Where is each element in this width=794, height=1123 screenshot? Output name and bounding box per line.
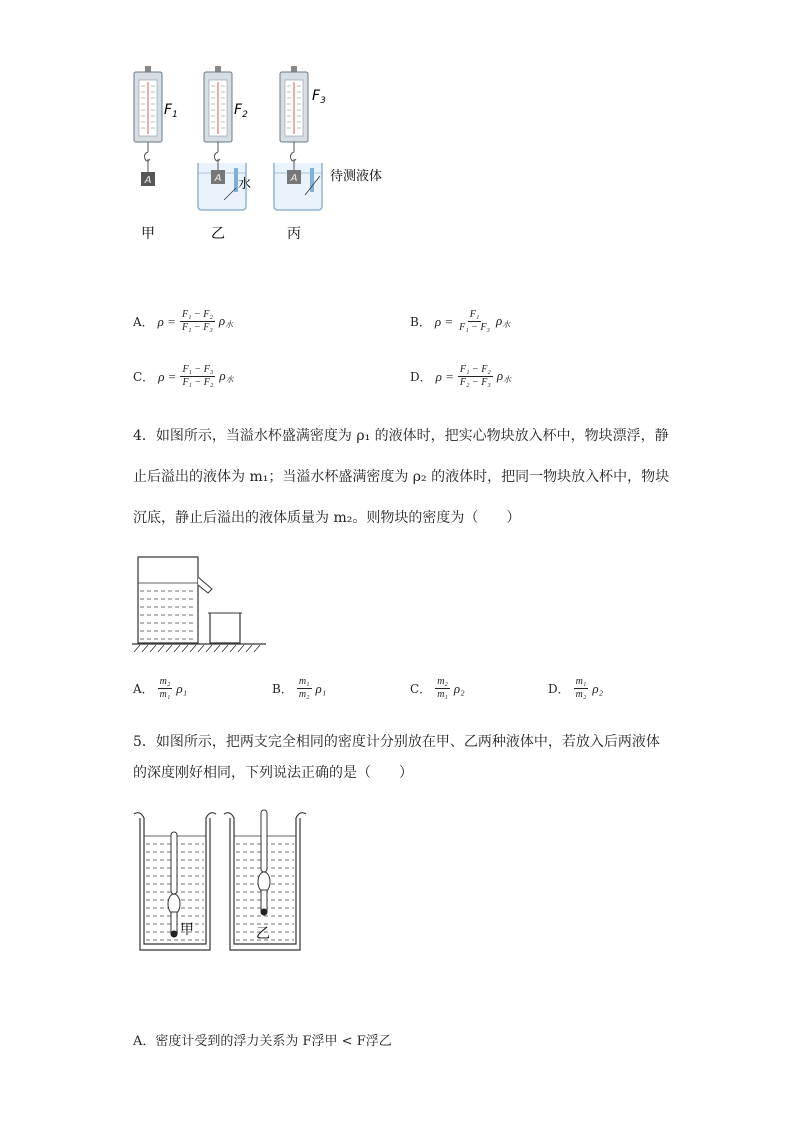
q3-option-d[interactable]: D． ρ = $\frac{\text{F₁ − F₂}}{\text{F₂ − F₃}}$ $\rho_水$ [410, 364, 512, 388]
q3-option-a-fraction: $\frac{\text{F₁ − F₂}}{\text{F₁ − F₃}}$ [181, 309, 213, 333]
q5-line-1: 5．如图所示，把两支完全相同的密度计分别放在甲、乙两种液体中，若放入后两液体 [133, 734, 660, 750]
q3-option-b-fraction: $\frac{\text{F₁}}{\text{F₁ − F₃}}$ [459, 309, 491, 333]
hydrometer-left [168, 832, 180, 938]
q4-option-c[interactable]: C． $\frac{\text{m₂}}{\text{m₁}}$ ρ₂ [410, 676, 465, 700]
water-label: 水 [238, 177, 252, 192]
spring-scale-figure [120, 60, 420, 250]
overflow-cup-figure [130, 555, 270, 660]
q4-line-2: 止后溢出的液体为 m₁；当溢水杯盛满密度为 ρ₂ 的液体时，把同一物块放入杯中，物块 [133, 469, 670, 485]
q3-option-d-fraction: $\frac{\text{F₁ − F₂}}{\text{F₂ − F₃}}$ [459, 364, 491, 388]
label-yi: 乙 [256, 926, 270, 942]
q4-line-1: 4．如图所示，当溢水杯盛满密度为 ρ₁ 的液体时，把实心物块放入杯中，物块漂浮，静 [133, 428, 669, 444]
hydrometer-figure [130, 808, 310, 958]
q5-line-2: 的深度刚好相同，下列说法正确的是（ ） [133, 765, 413, 781]
f3-label: $F_3$ [312, 88, 326, 106]
q3-option-c[interactable]: C． ρ = $\frac{\text{F₁ − F₃}}{\text{F₁ − F₂}}$ $\rho_水$ [133, 364, 234, 388]
label-jia: 甲 [180, 922, 194, 938]
liquid-label: 待测液体 [330, 169, 383, 184]
f2-label: $F_2$ [234, 102, 248, 120]
q3-option-a[interactable]: A． ρ = $\frac{\text{F₁ − F₂}}{\text{F₁ − F₃}}$ $\rho_水$ [133, 309, 234, 333]
q4-line-3: 沉底，静止后溢出的液体质量为 m₂。则物块的密度为（ ） [133, 510, 521, 526]
q3-option-b[interactable]: B． ρ = $\frac{\text{F₁}}{\text{F₁ − F₃}}$ $\rho_水$ [410, 309, 511, 333]
spring-scale-2-icon [204, 66, 232, 161]
svg-text:A: A [214, 173, 222, 184]
block-label: A [144, 175, 152, 186]
spring-scale-1-icon [134, 66, 162, 161]
q3-option-c-fraction: $\frac{\text{F₁ − F₃}}{\text{F₁ − F₂}}$ [182, 364, 214, 388]
caption-jia: 甲 [141, 226, 155, 242]
f1-label: $F_1$ [164, 102, 178, 120]
svg-text:A: A [290, 173, 298, 184]
q4-option-b[interactable]: B． $\frac{\text{m₁}}{\text{m₂}}$ ρ₁ [272, 676, 327, 700]
q5-option-a[interactable]: A．密度计受到的浮力关系为 F浮甲 < F浮乙 [133, 1034, 392, 1049]
caption-bing: 丙 [287, 226, 301, 242]
caption-yi: 乙 [211, 226, 225, 242]
spring-scale-3-icon [280, 66, 308, 161]
q4-option-d[interactable]: D． $\frac{\text{m₁}}{\text{m₂}}$ ρ₂ [548, 676, 604, 700]
q4-option-a[interactable]: A． $\frac{\text{m₂}}{\text{m₁}}$ ρ₁ [133, 676, 188, 700]
